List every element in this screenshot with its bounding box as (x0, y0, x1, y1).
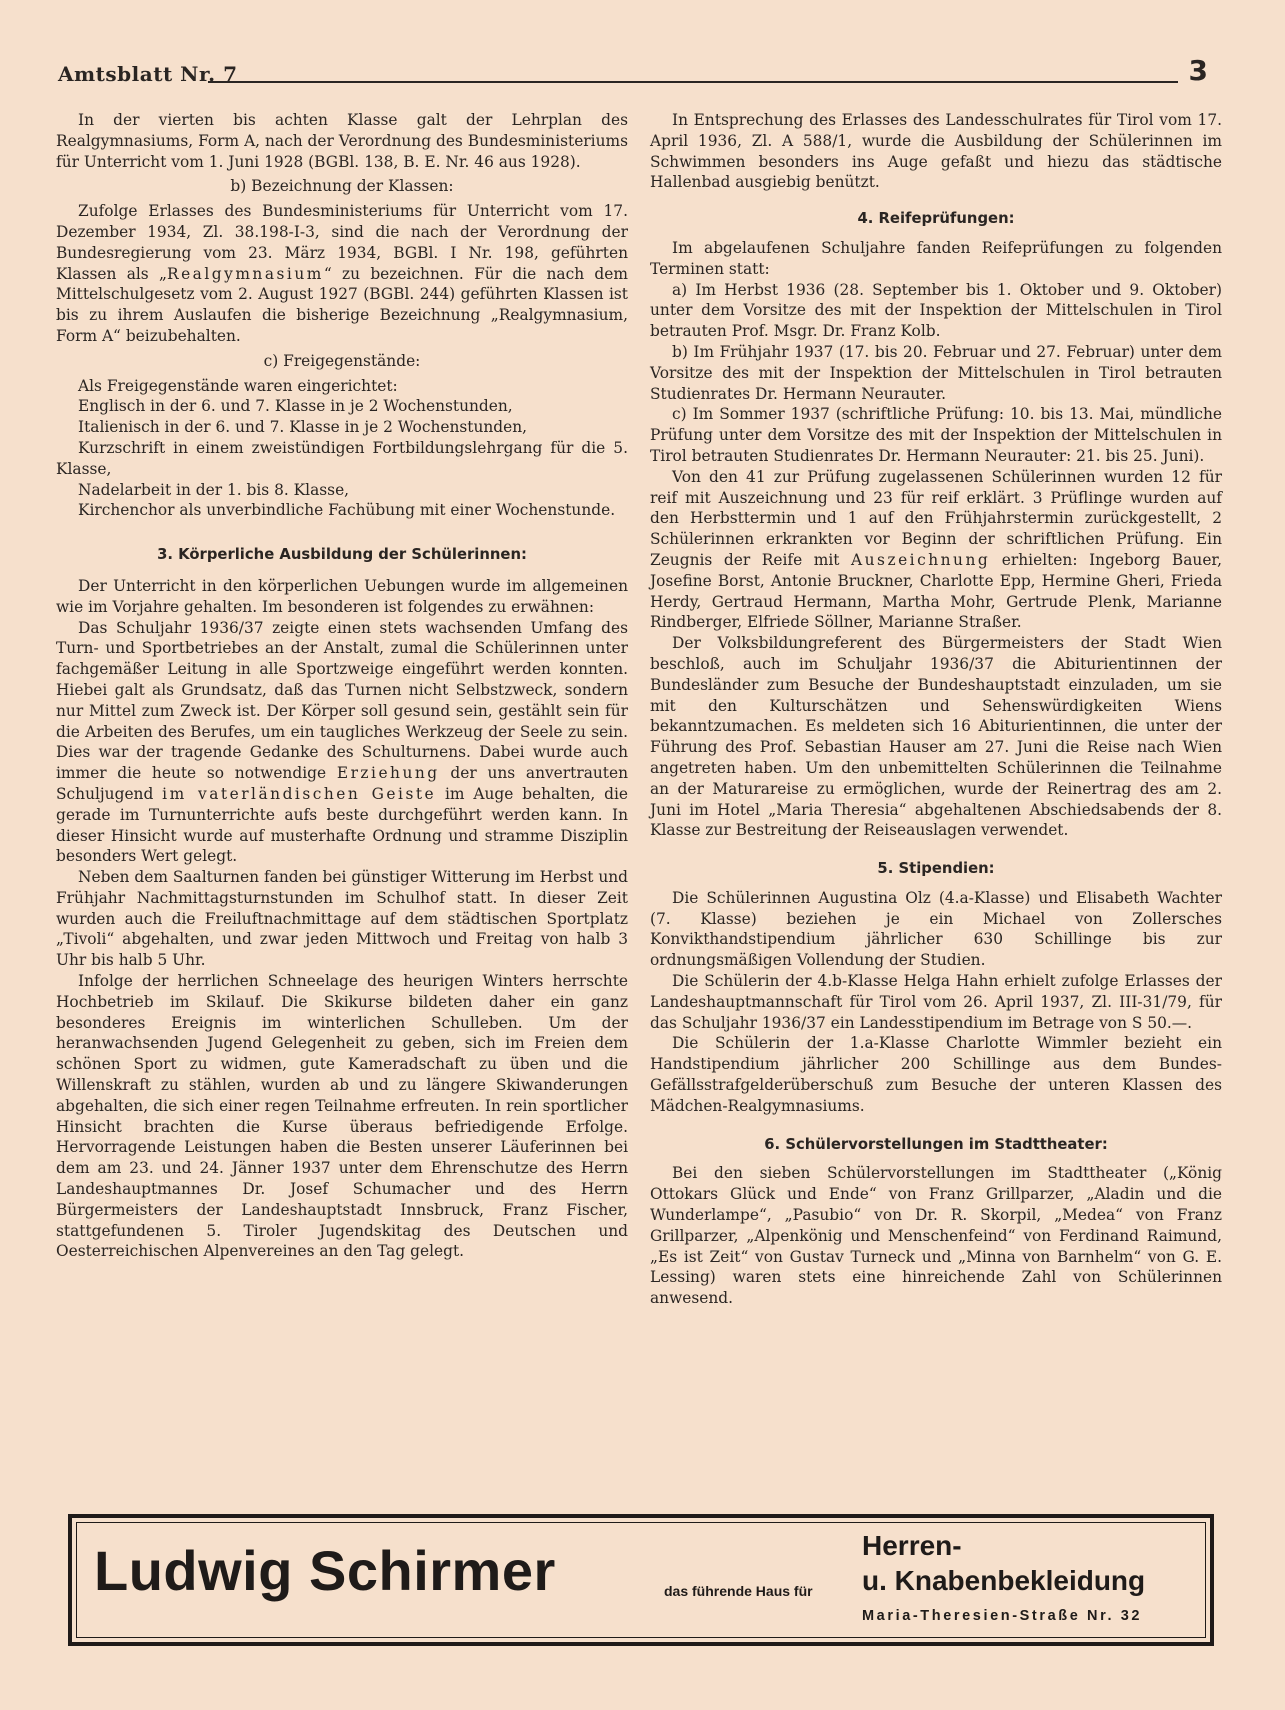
paragraph: In Entsprechung des Erlasses des Landesschulrates für Tirol vom 17. April 1936, Zl. A 588/1, wurde die Ausbildung der Schülerinnen im Schwimmen besonders ins Auge gefaßt und hiezu das städtische Hallenbad ausgiebig benützt. (650, 111, 1222, 192)
paragraph: Bei den sieben Schülervorstellungen im Stadttheater („König Ottokars Glück und Ende“ von Franz Grillparzer, „Aladin und die Wunderlampe“, „Pasubio“ von Dr. R. Skorpil, „Medea“ von Franz Grillparzer, „Alpenkönig und Menschenfeind“ von Ferdinand Raimund, „Es ist Zeit“ von Gustav Turneck und „Minna von Barnhelm“ von G. E. Lessing) waren stets eine hinreichende Zahl von Schülerinnen anwesend. (650, 1164, 1222, 1308)
list-item: Italienisch in der 6. und 7. Klasse in je 2 Wochenstunden, (78, 418, 528, 437)
paragraph: a) Im Herbst 1936 (28. September bis 1. Oktober und 9. Oktober) unter dem Vorsitze des mit der Inspektion der Mittelschulen in Tirol betrauten Prof. Msgr. Dr. Franz Kolb. (650, 280, 1222, 341)
paragraph: b) Im Frühjahr 1937 (17. bis 20. Februar und 27. Februar) unter dem Vorsitze des mit der Inspektion der Mittelschulen in Tirol betrauten Studienrates Dr. Hermann Neurauter. (650, 342, 1222, 403)
header-rule (208, 81, 1178, 83)
spaced-emphasis: im vaterländischen Geiste (162, 784, 437, 803)
page-header (58, 54, 1208, 90)
paragraph: c) Im Sommer 1937 (schriftliche Prüfung: 10. bis 13. Mai, mündliche Prüfung unter dem Vorsitze des mit der Inspektion der Mittelschulen in Tirol betrauten Studienrates Dr. Hermann Neurauter: 21. bis 25. Juni). (650, 405, 1222, 465)
paragraph: Die Schülerinnen Augustina Olz (4.a-Klasse) und Elisabeth Wachter (7. Klasse) beziehen je ein Michael von Zollersches Konvikthandstipendium jährlicher 630 Schillinge bis zur ordnungsmäßigen Vollendung der Studien. (650, 888, 1222, 970)
subheading-freigegenstaende: c) Freigegenstände: (263, 351, 421, 370)
list-item: Nadelarbeit in der 1. bis 8. Klasse, (78, 480, 350, 499)
advertisement (68, 1514, 1214, 1646)
paragraph: Neben dem Saalturnen fanden bei günstiger Witterung im Herbst und Frühjahr Nachmittagsturnstunden im Schulhof statt. In dieser Zeit wurden auch die Freiluftnachmittage auf dem städtischen Sportplatz „Tivoli“ abgehalten, und zwar jeden Mittwoch und Freitag von halb 3 Uhr bis halb 5 Uhr. (56, 868, 628, 970)
paragraph: Die Schülerin der 4.b-Klasse Helga Hahn erhielt zufolge Erlasses der Landeshauptmannschaft für Tirol vom 26. April 1937, Zl. III-31/79, für das Schuljahr 1936/37 ein Landesstipendium im Betrage von S 50.—. (650, 972, 1222, 1032)
ad-product-line1: Herren- (862, 1530, 962, 1561)
spaced-emphasis: Erziehung (336, 764, 440, 783)
right-column (650, 110, 1222, 1309)
journal-title: Amtsblatt Nr. 7 (58, 62, 238, 86)
ad-address: Maria-Theresien-Straße Nr. 32 (862, 1608, 1143, 1624)
page-number: 3 (1188, 54, 1208, 87)
section-heading-6: 6. Schülervorstellungen im Stadttheater: (764, 1135, 1108, 1153)
paragraph: Der Volksbildungreferent des Bürgermeisters der Stadt Wien beschloß, auch im Schuljahr 1936/37 die Abiturientinnen der Bundesländer zum Besuche der Bundeshauptstadt einzuladen, um sie mit den Kulturschätzen und Sehenswürdigkeiten Wiens bekanntzumachen. Es meldeten sich 16 Abiturientinnen, die unter der Führung des Prof. Sebastian Hauser am 27. Juni die Reise nach Wien angetreten haben. Um den unbemittelten Schülerinnen die Teilnahme an der Maturareise zu ermöglichen, wurde der Reinertrag des am 2. Juni im Hotel „Maria Theresia“ abgehaltenen Abschiedsabends der 8. Klasse zur Bestreitung der Reiseauslagen verwendet. (650, 634, 1222, 840)
left-column (56, 110, 628, 1262)
paragraph: Das Schuljahr 1936/37 zeigte einen stets wachsenden Umfang des Turn- und Sportbetriebes an der Anstalt, zumal die Schülerinnen unter fachgemäßer Leitung in alle Sportzweige eingeführt werden konnten. Hiebei galt als Grundsatz, daß das Turnen nicht Selbstzweck, sondern nur Mittel zum Zweck ist. Der Körper soll gesund sein, gestählt sein für die Arbeiten des Berufes, um ein taugliches Werkzeug der Seele zu sein. Dies war der tragende Gedanke des Schulturnens. Dabei wurde auch immer die heute so notwendige Erziehung der uns anvertrauten Schuljugend im vaterländischen Geiste im Auge behalten, die gerade im Turnunterrichte aufs beste durchgeführt werden kann. In dieser Hinsicht wurde auf musterhafte Ordnung und stramme Disziplin besonders Wert gelegt. (56, 618, 628, 866)
ad-tagline: das führende Haus für (664, 1583, 813, 1599)
ad-company-name: Ludwig Schirmer (94, 1539, 556, 1602)
paragraph: Als Freigegenstände waren eingerichtet: (78, 376, 398, 395)
list-item: Kurzschrift in einem zweistündigen Fortbildungslehrgang für die 5. Klasse, (56, 438, 628, 478)
list-item: Kirchenchor als unverbindliche Fachübung mit einer Wochenstunde. (78, 501, 616, 520)
paragraph: Infolge der herrlichen Schneelage des heurigen Winters herrschte Hochbetrieb im Skilauf. Die Skikurse bildeten daher ein ganz besonderes Ereignis im winterlichen Schulleben. Um der heranwachsenden Jugend Gelegenheit zu geben, sich im Freien dem schönen Sport zu widmen, gute Kameradschaft zu üben und die Willenskraft zu stählen, wurden ab und zu längere Skiwanderungen abgehalten, die sich einer regen Teilnahme erfreuten. In rein sportlicher Hinsicht brachten die Kurse überaus befriedigende Erfolge. Hervorragende Leistungen haben die Besten unserer Läuferinnen bei dem am 23. und 24. Jänner 1937 unter dem Ehrenschutze des Herrn Landeshauptmannes Dr. Josef Schumacher und des Herrn Bürgermeisters der Landeshauptstadt Innsbruck, Franz Fischer, stattgefundenen 5. Tiroler Jugendskitag des Deutschen und Oesterreichischen Alpenvereines an den Tag gelegt. (56, 972, 628, 1261)
paragraph: Von den 41 zur Prüfung zugelassenen Schülerinnen wurden 12 für reif mit Auszeichnung und 23 für reif erklärt. 3 Prüflinge wurden auf den Herbsttermin und 1 auf den Frühjahrstermin zurückgestellt, 2 Schülerinnen erkrankten vor Beginn der schriftlichen Prüfung. Ein Zeugnis der Reife mit Auszeichnung erhielten: Ingeborg Bauer, Josefine Borst, Antonie Bruckner, Charlotte Epp, Hermine Gheri, Frieda Herdy, Gertraud Hermann, Martha Mohr, Gertrude Plenk, Marianne Rindberger, Elfriede Söllner, Marianne Straßer. (650, 467, 1222, 632)
subheading-klassen: b) Bezeichnung der Klassen: (230, 177, 454, 196)
section-heading-4: 4. Reifeprüfungen: (857, 210, 1015, 228)
paragraph: Im abgelaufenen Schuljahre fanden Reifeprüfungen zu folgenden Terminen statt: (650, 238, 1222, 278)
ad-product-line2: u. Knabenbekleidung (862, 1565, 1146, 1596)
list-item: Englisch in der 6. und 7. Klasse in je 2 Wochenstunden, (78, 397, 513, 416)
spaced-emphasis: Realgymnasium (166, 264, 324, 283)
paragraph: Zufolge Erlasses des Bundesministeriums für Unterricht vom 17. Dezember 1934, Zl. 38.198-I-3, sind die nach der Verordnung der Bundesregierung vom 23. März 1934, BGBl. I Nr. 198, geführten Klassen als „Realgymnasium“ zu bezeichnen. Für die nach dem Mittelschulgesetz vom 2. August 1927 (BGBl. 244) geführten Klassen ist bis zu ihrem Auslaufen die bisherige Bezeichnung „Realgymnasium, Form A“ beizubehalten. (56, 202, 628, 345)
paragraph: Der Unterricht in den körperlichen Uebungen wurde im allgemeinen wie im Vorjahre gehalten. Im besonderen ist folgendes zu erwähnen: (56, 576, 628, 616)
paragraph: In der vierten bis achten Klasse galt der Lehrplan des Realgymnasiums, Form A, nach der Verordnung des Bundesministeriums für Unterricht vom 1. Juni 1928 (BGBl. 138, B. E. Nr. 46 aus 1928). (56, 111, 628, 171)
section-heading-3: 3. Körperliche Ausbildung der Schülerinnen: (157, 546, 527, 564)
spaced-emphasis: Auszeichnung (851, 550, 991, 569)
paragraph: Die Schülerin der 1.a-Klasse Charlotte Wimmler bezieht ein Handstipendium jährlicher 200 Schillinge aus dem Bundes-Gefällsstrafgelderüberschuß zum Besuche der unteren Klassen des Mädchen-Realgymnasiums. (650, 1034, 1222, 1115)
section-heading-5: 5. Stipendien: (877, 860, 995, 878)
